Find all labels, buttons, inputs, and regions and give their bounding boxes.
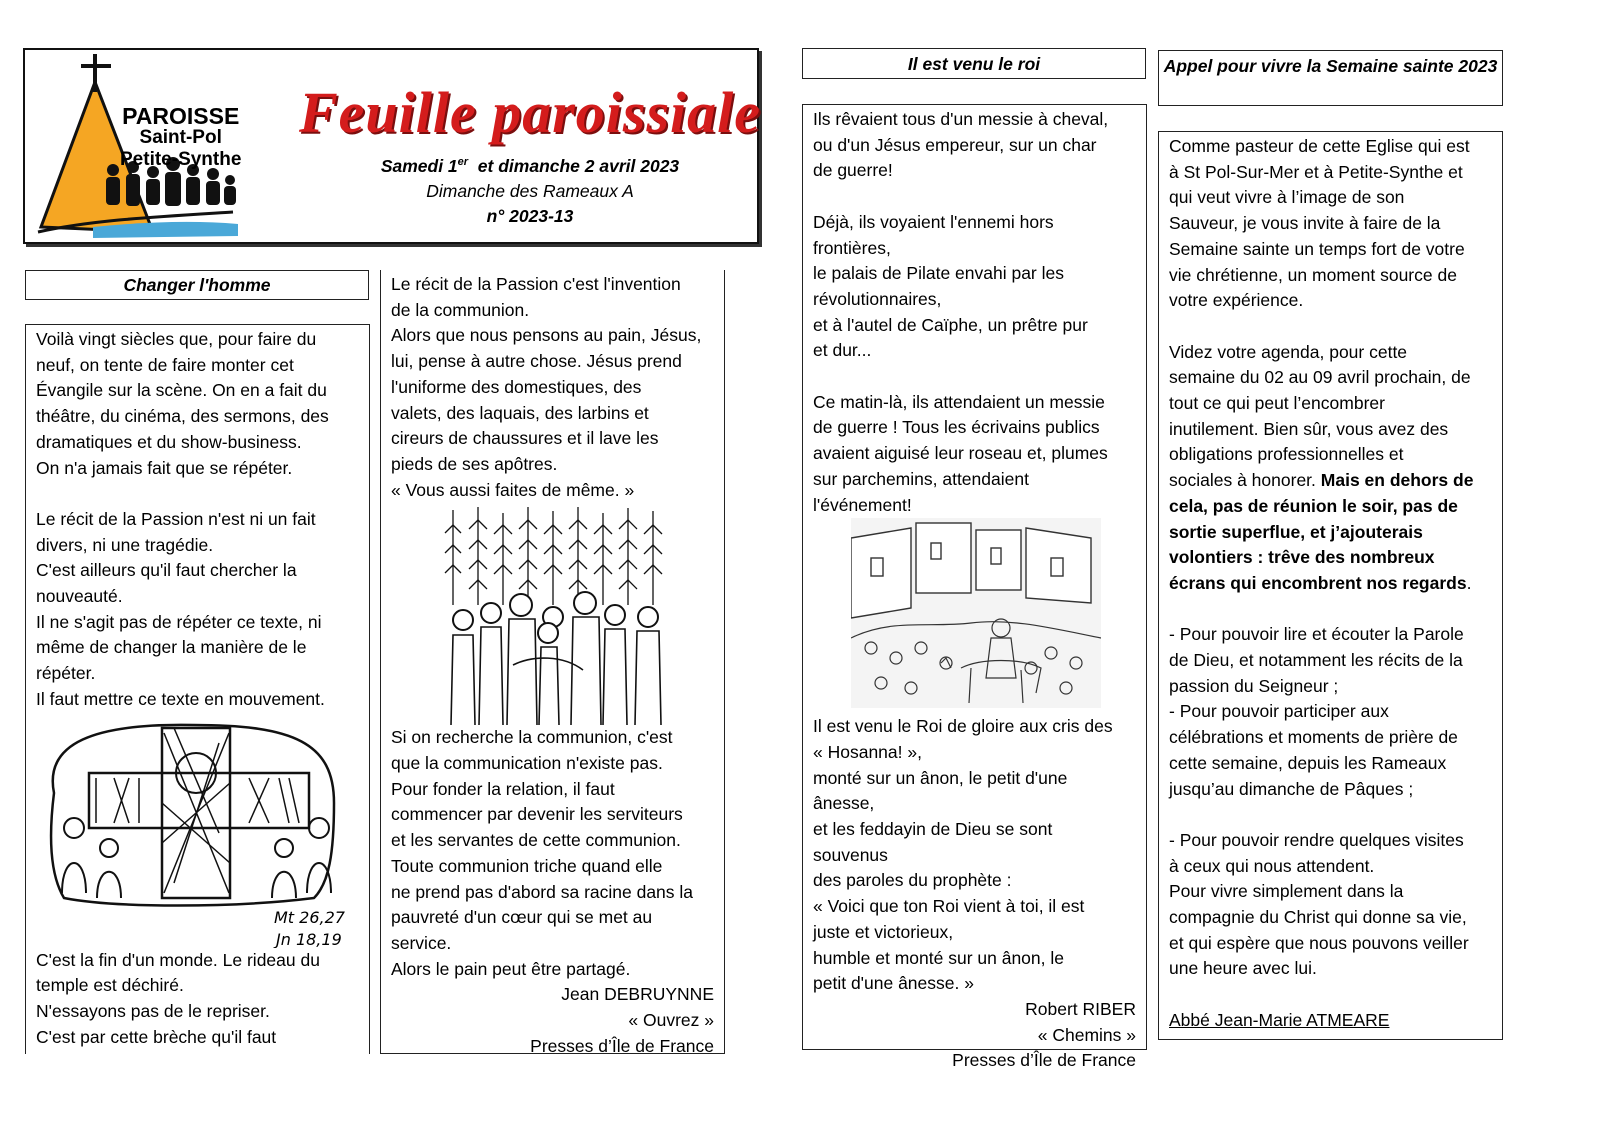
issue-date: Samedi 1er et dimanche 2 avril 2023 bbox=[380, 155, 680, 176]
image-ref-1: Mt 26,27 bbox=[274, 907, 345, 927]
entry-jerusalem-illustration bbox=[813, 518, 1136, 714]
col1-title: Changer l'homme bbox=[25, 270, 369, 300]
col3-body bbox=[802, 104, 1147, 1071]
col2-para2: Si on recherche la communion, c'est que la communication n'existe pas. Pour fonder la relation, il faut commencer par devenir les serviteurs et les servantes de cette communion. Toute communion triche quand elle ne prend pas d'abord sa racine dans la pauvreté d'un cœur qui se met au service. Alors le pain peut être partagé. bbox=[391, 727, 694, 979]
image-ref-2: Jn 18,19 bbox=[276, 929, 342, 948]
logo-line3: Petite-Synthe bbox=[120, 149, 242, 170]
col1-para3: C'est la fin d'un monde. Le rideau du temple est déchiré. N'essayons pas de le repriser. C'est par cette brèche qu'il faut bbox=[36, 949, 320, 1047]
col3-book: « Chemins » bbox=[1037, 1024, 1136, 1045]
col4-para4: - Pour pouvoir rendre quelques visites à ceux qui nous attendent. Pour vivre simplement dans la compagnie du Christ qui donne sa vie, et qui espère que nous pouvons veiller une heure avec lui. bbox=[1169, 829, 1469, 979]
palms-illustration bbox=[391, 503, 714, 725]
col3-para1: Ils rêvaient tous d'un messie à cheval, ou d'un Jésus empereur, sur un char de guerre! bbox=[813, 109, 1109, 181]
col4-title: Appel pour vivre la Semaine sainte 2023 bbox=[1158, 50, 1503, 106]
col1-para1: Voilà vingt siècles que, pour faire du neuf, on tente de faire monter cet Évangile sur la scène. On en a fait du théâtre, du cinéma, des sermons, des dramatiques et du show-business. On n'a jamais fait que se répéter. bbox=[36, 329, 329, 478]
col3-para4: Il est venu le Roi de gloire aux cris des « Hosanna! », monté sur un ânon, le petit d'une ânesse, et les feddayin de Dieu se sont souvenus des paroles du prophète : « Voici que ton Roi vient à toi, il est juste et victorieux, humble et monté sur un ânon, le petit d'une ânesse. » bbox=[813, 716, 1113, 994]
col1-body bbox=[25, 324, 370, 1054]
col2-book: « Ouvrez » bbox=[628, 1010, 714, 1031]
col1-para2: Le récit de la Passion n'est ni un fait divers, ni une tragédie. C'est ailleurs qu'il faut chercher la nouveauté. Il ne s'agit pas de répéter ce texte, ni même de changer la manière de le répéter. Il faut mettre ce texte en mouvement. bbox=[36, 508, 325, 709]
col2-publisher: Presses d’Île de France bbox=[530, 1035, 714, 1056]
cross-illustration bbox=[36, 713, 369, 948]
logo-line1: PAROISSE bbox=[122, 103, 240, 129]
issue-number: n° 2023-13 bbox=[486, 205, 574, 226]
col3-para2: Déjà, ils voyaient l'ennemi hors frontières, le palais de Pilate envahi par les révolutionnaires, et à l'autel de Caïphe, un prêtre pur et dur... bbox=[813, 211, 1088, 361]
col4-para1: Comme pasteur de cette Eglise qui est à St Pol-Sur-Mer et à Petite-Synthe et qui veut vivre à l’image de son Sauveur, je vous invite à faire de la Semaine sainte un temps fort de votre vie chrétienne, un moment source de votre expérience. bbox=[1169, 136, 1470, 311]
logo-text bbox=[120, 105, 241, 171]
issue-occasion: Dimanche des Rameaux A bbox=[426, 180, 634, 201]
col3-title: Il est venu le roi bbox=[802, 48, 1146, 79]
col2-body bbox=[380, 270, 725, 1054]
logo-line2: Saint-Pol bbox=[139, 127, 222, 148]
issue-info bbox=[335, 150, 725, 229]
header-banner bbox=[23, 48, 762, 244]
col4-body bbox=[1158, 131, 1503, 1040]
col4-para2: Videz votre agenda, pour cette semaine du 02 au 09 avril prochain, de tout ce qui peut l’encombrer inutilement. Bien sûr, vous avez des obligations professionnelles et sociales à honorer. Mais en dehors de cela, pas de réunion le soir, pas de sortie superflue, et j’ajouterais volontiers : trêve des nombreux écrans qui encombrent nos regards. bbox=[1169, 341, 1474, 593]
col2-para1: Le récit de la Passion c'est l'invention de la communion. Alors que nous pensons au pain, Jésus, lui, pense à autre chose. Jésus prend l'uniforme des domestiques, des valets, des laquais, des larbins et cireurs de chaussures et il lave les pieds de ses apôtres. « Vous aussi faites de même. » bbox=[391, 274, 702, 500]
col3-publisher: Presses d’Île de France bbox=[952, 1050, 1136, 1071]
col2-author: Jean DEBRUYNNE bbox=[561, 984, 714, 1005]
newsletter-title: Feuille paroissiale bbox=[298, 80, 762, 145]
col3-para3: Ce matin-là, ils attendaient un messie de guerre ! Tous les écrivains publics avaient aiguisé leur roseau et, plumes sur parchemins, attendaient l'événement! bbox=[813, 391, 1108, 515]
col3-author: Robert RIBER bbox=[1025, 998, 1136, 1019]
col4-signature: Abbé Jean-Marie ATMEARE bbox=[1169, 1009, 1390, 1030]
col4-para3: - Pour pouvoir lire et écouter la Parole de Dieu, et notamment les récits de la passion du Seigneur ; - Pour pouvoir participer aux célébrations et moments de prière de cette semaine, depuis les Rameaux jusqu’au dimanche de Pâques ; bbox=[1169, 624, 1464, 799]
